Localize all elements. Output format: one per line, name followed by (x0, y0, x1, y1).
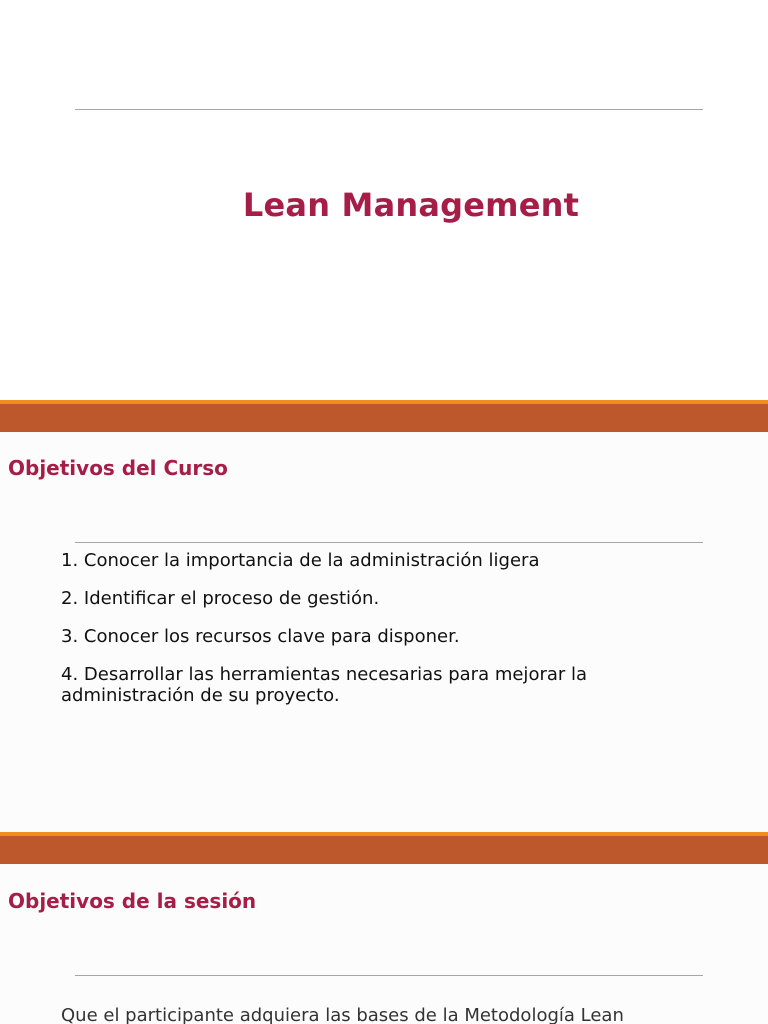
slide-title: Lean Management (242, 186, 580, 224)
session-objectives-divider (75, 975, 703, 976)
list-item: 2. Identificar el proceso de gestión. (61, 588, 380, 609)
list-item: 3. Conocer los recursos clave para disponer. (61, 626, 460, 647)
list-item: 4. Desarrollar las herramientas necesarias para mejorar la administración de su proyecto. (61, 664, 588, 706)
course-objectives-heading: Objetivos del Curso (8, 456, 228, 480)
session-objective-text: Que el participante adquiera las bases de la Metodología Lean (61, 1005, 624, 1024)
course-objectives-divider (75, 542, 703, 543)
course-objectives-list (61, 550, 701, 723)
list-item: 1. Conocer la importancia de la administración ligera (61, 550, 540, 571)
section-band (0, 836, 768, 864)
slide-background (0, 864, 768, 1024)
section-band (0, 404, 768, 432)
session-objectives-heading: Objetivos de la sesión (8, 889, 257, 913)
title-divider (75, 109, 703, 110)
